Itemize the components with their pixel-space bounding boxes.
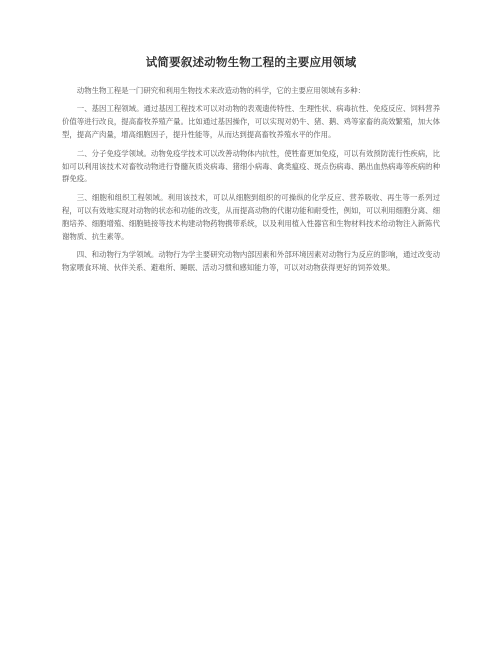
animal-behavior-paragraph: 四、和动物行为学领域。动物行为学主要研究动物内部因素和外部环境因素对动物行为反应的影响，通过改变动物家喂食环境、伙伴关系、避难所、睡眠、活动习惯和感知能力等，可以对动物获得更好的饲养效果。 [62, 249, 440, 272]
document-title: 试简要叙述动物生物工程的主要应用领域 [145, 55, 357, 69]
document-body [62, 85, 440, 280]
genetic-engineering-paragraph: 一、基因工程领域。通过基因工程技术可以对动物的表观遗传特性、生理性状、病毒抗性、免疫反应、饲料营养价值等进行改良，提高畜牧养殖产量。比如通过基因操作，可以实现对奶牛、猪、鹅、鸡等家畜的高效繁殖，加大体型，提高产肉量，增高细胞因子，提升性能等，从而达到提高畜牧养殖水平的作用。 [62, 104, 440, 140]
cell-tissue-engineering-paragraph: 三、细胞和组织工程领域。利用该技术，可以从细胞到组织的可操纵的化学反应、营养吸收、再生等一系列过程，可以有效地实现对动物的状态和功能的改变，从而提高动物的代谢功能和耐受性，例如，可以利用细胞分离、细胞培养、细胞增殖、细胞链接等技术构建动物药物携带系统，以及利用植入性器官和生物材料技术给动物注入新陈代谢物质、抗生素等。 [62, 192, 440, 241]
molecular-immunology-paragraph: 二、分子免疫学领域。动物免疫学技术可以改善动物体内抗性，使牲畜更加免疫，可以有效预防流行性疾病，比如可以利用该技术对畜牧动物进行脊髓灰质炎病毒、猪细小病毒、禽类瘟疫、斑点伤病毒、鹅出血热病毒等疾病的种群免疫。 [62, 148, 440, 184]
intro-paragraph: 动物生物工程是一门研究和利用生物技术来改造动物的科学，它的主要应用领域有多种： [76, 86, 366, 95]
